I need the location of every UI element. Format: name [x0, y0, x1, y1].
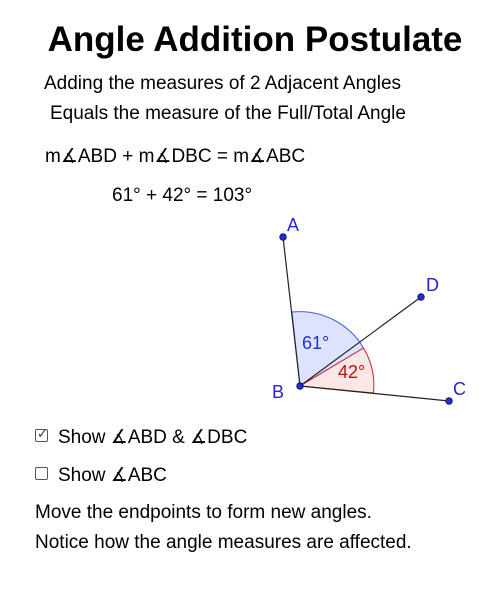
show-abd-dbc-label[interactable]: Show ∡ABD & ∡DBC — [58, 427, 248, 448]
show-abd-dbc-checkbox[interactable] — [35, 426, 48, 442]
ray-bc — [300, 386, 449, 401]
angle-formula: m∡ABD + m∡DBC = m∡ABC — [45, 146, 306, 167]
subtitle-line-1: Adding the measures of 2 Adjacent Angles — [44, 73, 402, 94]
show-abc-label[interactable]: Show ∡ABC — [58, 465, 167, 486]
point-b-label: B — [272, 382, 285, 402]
subtitle-line-2: Equals the measure of the Full/Total Angle — [50, 103, 406, 124]
checkmark-icon: ✓ — [37, 426, 48, 441]
point-a-label: A — [287, 215, 300, 235]
point-a[interactable] — [280, 234, 286, 240]
point-c-label: C — [453, 379, 466, 399]
angle-dbc-label: 42° — [338, 362, 366, 382]
page-title: Angle Addition Postulate — [47, 20, 463, 59]
angle-abd-label: 61° — [302, 333, 330, 353]
instruction-line-2: Notice how the angle measures are affected. — [35, 532, 412, 553]
show-abc-checkbox[interactable] — [35, 467, 48, 480]
point-c[interactable] — [446, 398, 452, 404]
point-d-label: D — [426, 275, 439, 295]
point-b[interactable] — [297, 383, 303, 389]
angle-values-equation: 61° + 42° = 103° — [112, 185, 253, 206]
instruction-line-1: Move the endpoints to form new angles. — [35, 502, 372, 523]
point-d[interactable] — [418, 294, 424, 300]
